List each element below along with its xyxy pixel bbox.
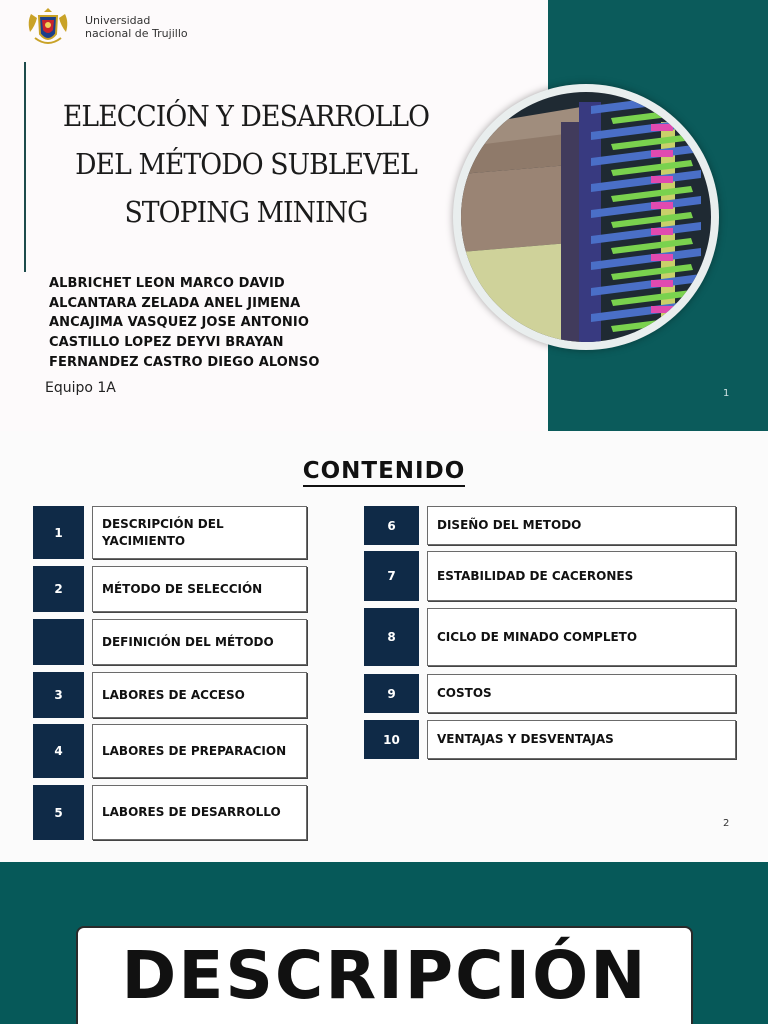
index-item-estabilidad[interactable]: ESTABILIDAD DE CACERONES bbox=[427, 551, 736, 601]
page-number: 2 bbox=[723, 818, 730, 829]
author-name: ALCANTARA ZELADA ANEL JIMENA bbox=[49, 295, 301, 311]
index-item-preparacion[interactable]: LABORES DE PREPARACION bbox=[92, 724, 307, 778]
contents-heading: CONTENIDO bbox=[0, 458, 768, 484]
index-item-acceso[interactable]: LABORES DE ACCESO bbox=[92, 672, 307, 718]
index-number-1: 1 bbox=[33, 506, 84, 559]
index-number-3: 3 bbox=[33, 672, 84, 718]
author-list bbox=[49, 274, 320, 373]
index-item-ciclo[interactable]: CICLO DE MINADO COMPLETO bbox=[427, 608, 736, 666]
index-number-4: 4 bbox=[33, 724, 84, 778]
index-number-6: 6 bbox=[364, 506, 419, 545]
mine-model-image bbox=[453, 84, 719, 350]
team-label: Equipo 1A bbox=[45, 380, 116, 396]
section-slide bbox=[0, 862, 768, 1024]
page-number: 1 bbox=[723, 388, 730, 399]
mine-3d-model-illustration bbox=[461, 92, 711, 342]
title-slide bbox=[0, 0, 768, 431]
index-number-blank bbox=[33, 619, 84, 665]
author-name: ANCAJIMA VASQUEZ JOSE ANTONIO bbox=[49, 315, 309, 331]
university-name: Universidad nacional de Trujillo bbox=[85, 14, 188, 40]
index-number-2: 2 bbox=[33, 566, 84, 612]
index-number-5: 5 bbox=[33, 785, 84, 840]
index-number-7: 7 bbox=[364, 551, 419, 601]
index-item-definicion[interactable]: DEFINICIÓN DEL MÉTODO bbox=[92, 619, 307, 665]
author-name: CASTILLO LOPEZ DEYVI BRAYAN bbox=[49, 335, 284, 351]
university-logo-icon bbox=[25, 8, 71, 48]
index-item-desarrollo[interactable]: LABORES DE DESARROLLO bbox=[92, 785, 307, 840]
index-number-9: 9 bbox=[364, 674, 419, 713]
section-heading: DESCRIPCIÓN bbox=[121, 937, 648, 1014]
index-number-10: 10 bbox=[364, 720, 419, 759]
author-name: FERNANDEZ CASTRO DIEGO ALONSO bbox=[49, 354, 320, 370]
author-name: ALBRICHET LEON MARCO DAVID bbox=[49, 276, 285, 291]
index-item-metodo-seleccion[interactable]: MÉTODO DE SELECCIÓN bbox=[92, 566, 307, 612]
index-item-ventajas[interactable]: VENTAJAS Y DESVENTAJAS bbox=[427, 720, 736, 759]
index-item-diseno[interactable]: DISEÑO DEL METODO bbox=[427, 506, 736, 545]
presentation-title: ELECCIÓN Y DESARROLLO DEL MÉTODO SUBLEVEL STOPING MINING bbox=[62, 99, 430, 229]
contents-slide bbox=[0, 431, 768, 862]
index-item-descripcion[interactable]: DESCRIPCIÓN DEL YACIMIENTO bbox=[92, 506, 307, 559]
title-divider bbox=[24, 62, 26, 272]
index-item-costos[interactable]: COSTOS bbox=[427, 674, 736, 713]
index-number-8: 8 bbox=[364, 608, 419, 666]
